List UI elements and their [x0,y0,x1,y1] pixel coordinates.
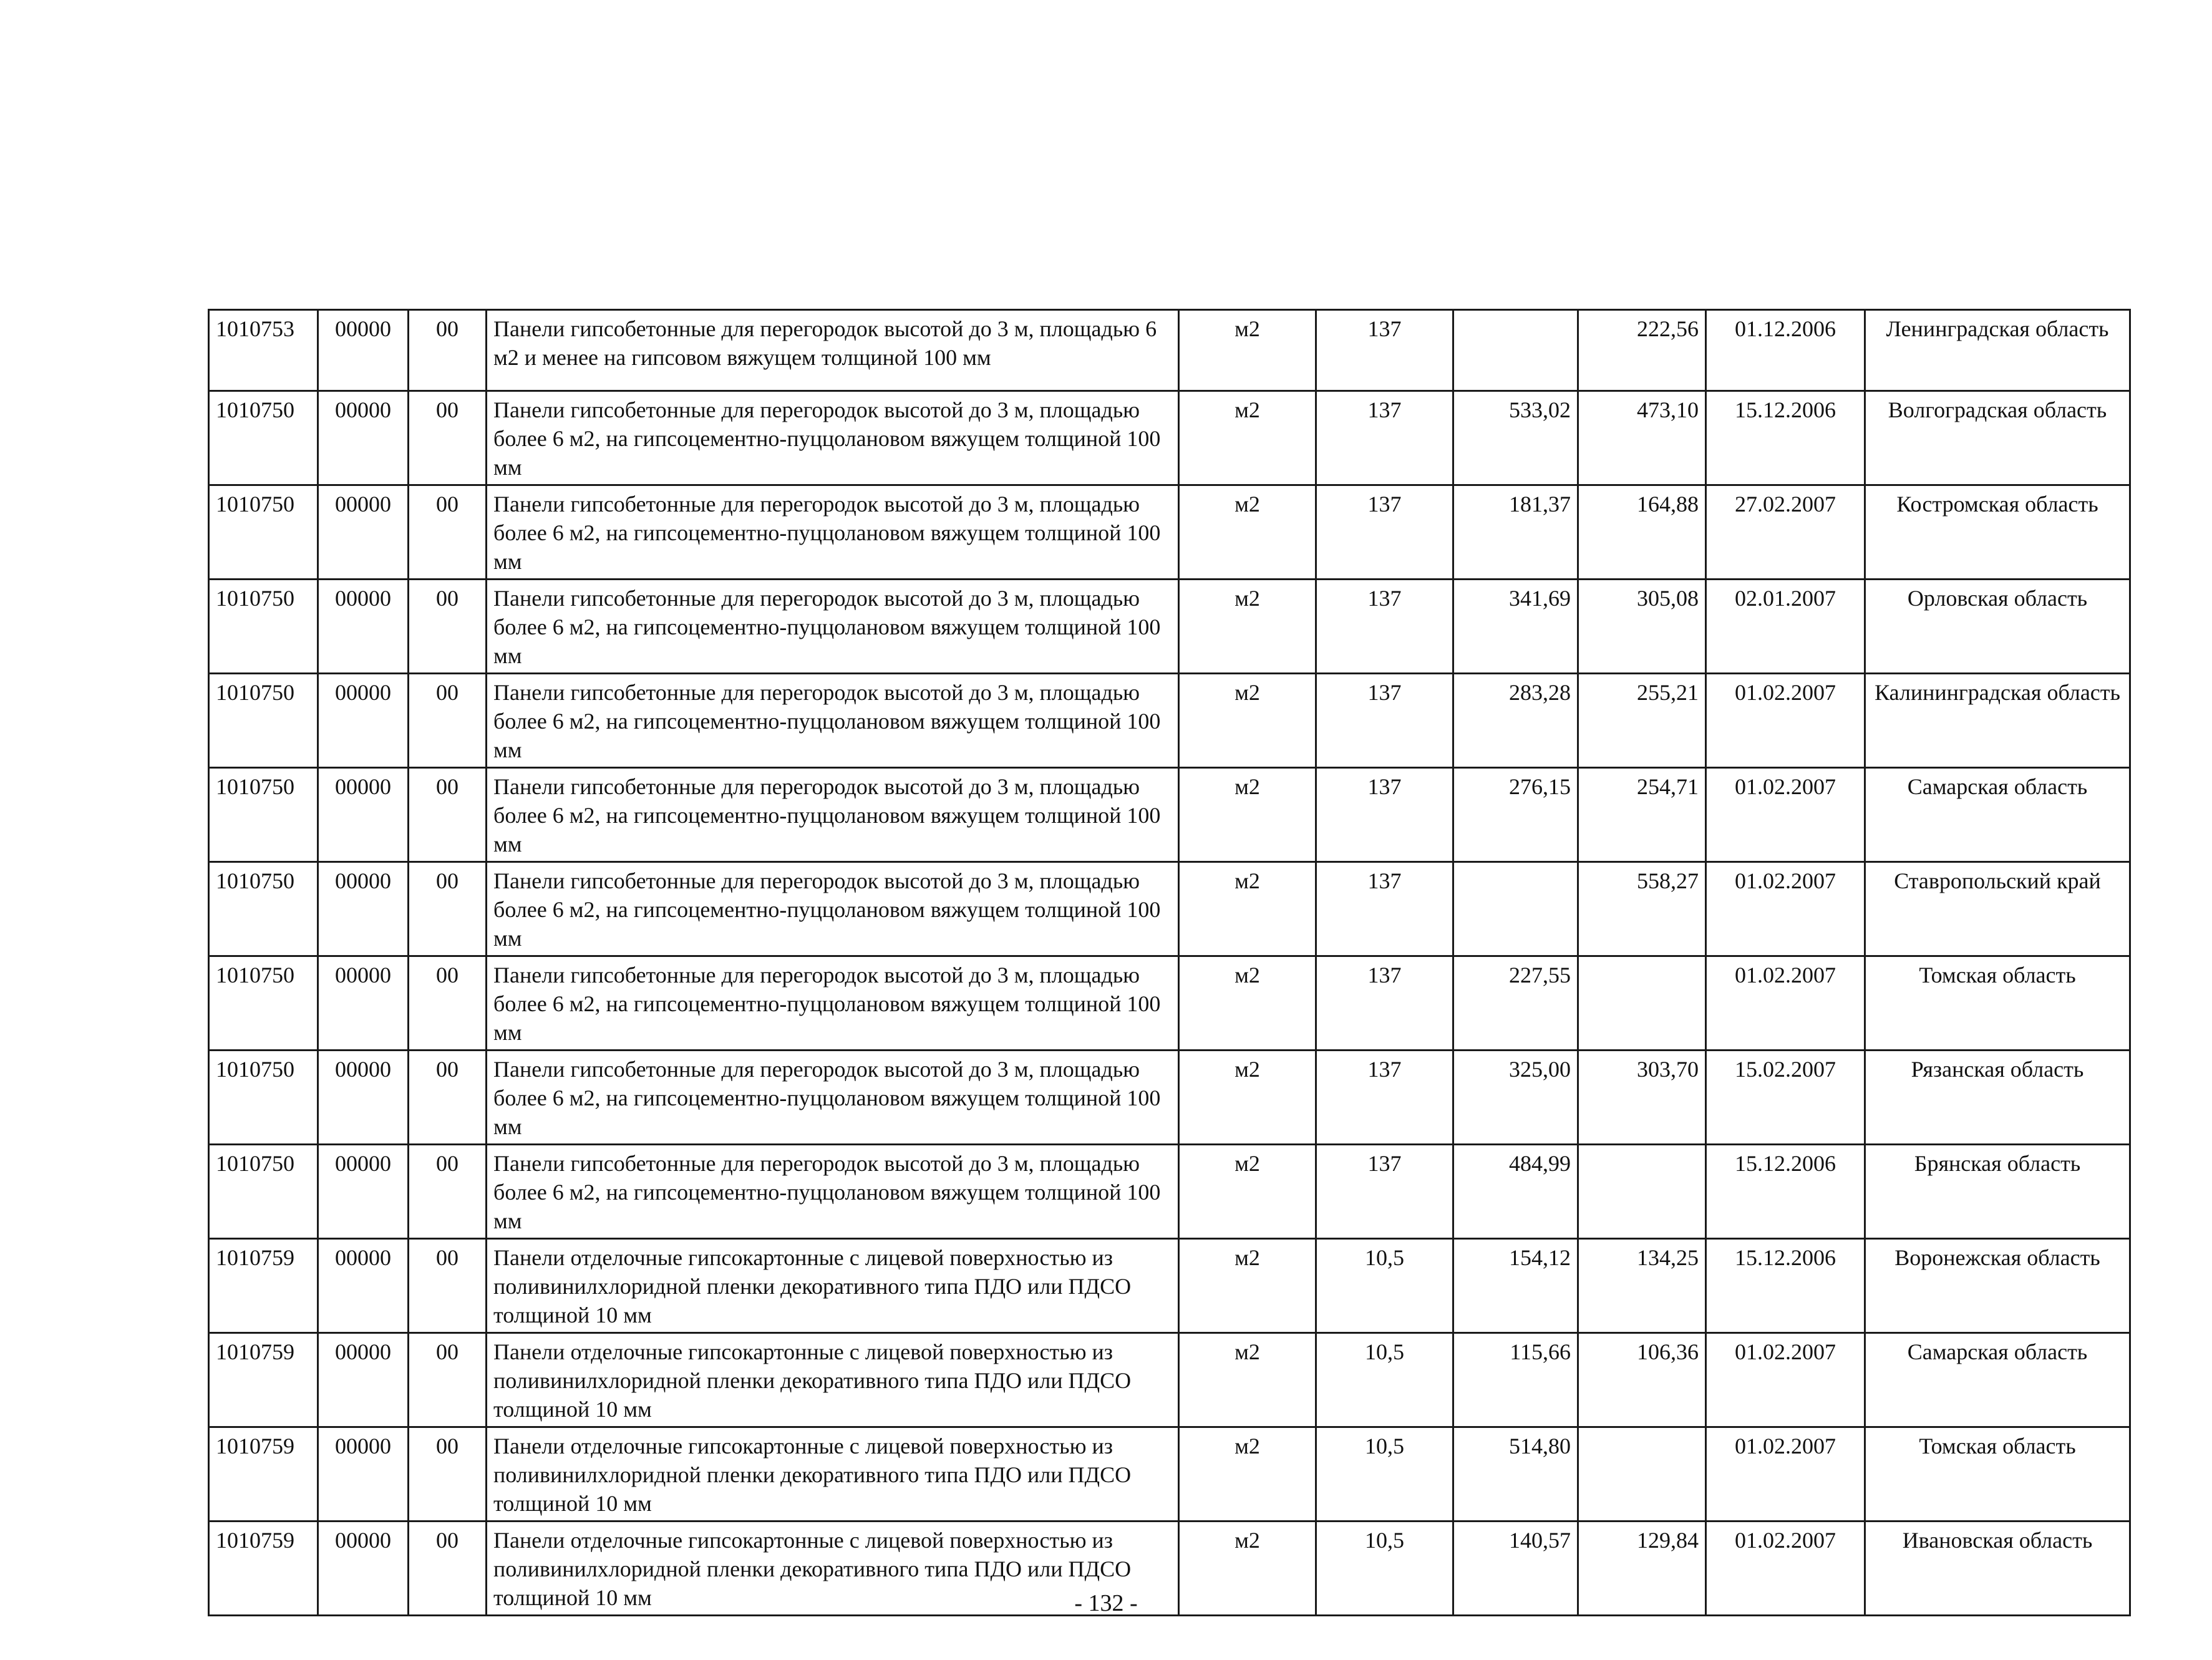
price-1-cell: 227,55 [1453,956,1578,1051]
date-cell: 01.02.2007 [1706,674,1865,768]
material-name-cell: Панели гипсобетонные для перегородок высотой до 3 м, площадью более 6 м2, на гипсоцементно-пуццолановом вяжущем толщиной 100 мм [487,674,1179,768]
price-2-cell: 134,25 [1578,1239,1706,1333]
material-name-cell: Панели отделочные гипсокартонные с лицевой поверхностью из поливинилхлоридной пленки декоративного типа ПДО или ПДСО толщиной 10 мм [487,1239,1179,1333]
material-name-cell: Панели гипсобетонные для перегородок высотой до 3 м, площадью более 6 м2, на гипсоцементно-пуццолановом вяжущем толщиной 100 мм [487,1051,1179,1145]
price-1-cell: 115,66 [1453,1333,1578,1427]
norm-cell: 137 [1316,310,1453,391]
price-2-cell [1578,1145,1706,1239]
material-code-cell: 1010759 [209,1427,318,1522]
price-1-cell: 283,28 [1453,674,1578,768]
modifier-code-cell: 00 [409,768,487,862]
modifier-code-cell: 00 [409,1051,487,1145]
subcode-cell: 00000 [318,1239,409,1333]
norm-cell: 137 [1316,580,1453,674]
table-row [209,310,2130,391]
table-body [209,310,2130,1616]
unit-cell: м2 [1179,674,1316,768]
date-cell: 01.02.2007 [1706,768,1865,862]
table-row [209,768,2130,862]
material-code-cell: 1010750 [209,1051,318,1145]
modifier-code-cell: 00 [409,391,487,485]
price-2-cell: 303,70 [1578,1051,1706,1145]
material-code-cell: 1010750 [209,674,318,768]
unit-cell: м2 [1179,768,1316,862]
date-cell: 15.02.2007 [1706,1051,1865,1145]
price-1-cell: 341,69 [1453,580,1578,674]
date-cell: 01.02.2007 [1706,1522,1865,1616]
subcode-cell: 00000 [318,1427,409,1522]
unit-cell: м2 [1179,1427,1316,1522]
date-cell: 01.02.2007 [1706,1333,1865,1427]
norm-cell: 137 [1316,956,1453,1051]
modifier-code-cell: 00 [409,1522,487,1616]
table-row [209,674,2130,768]
table-row [209,1051,2130,1145]
norm-cell: 137 [1316,674,1453,768]
norm-cell: 137 [1316,1051,1453,1145]
unit-cell: м2 [1179,1333,1316,1427]
modifier-code-cell: 00 [409,1427,487,1522]
modifier-code-cell: 00 [409,1145,487,1239]
subcode-cell: 00000 [318,391,409,485]
table-row [209,1145,2130,1239]
date-cell: 01.02.2007 [1706,862,1865,956]
modifier-code-cell: 00 [409,1239,487,1333]
region-cell: Ставропольский край [1865,862,2130,956]
date-cell: 15.12.2006 [1706,391,1865,485]
table-row [209,580,2130,674]
material-name-cell: Панели гипсобетонные для перегородок высотой до 3 м, площадью более 6 м2, на гипсоцементно-пуццолановом вяжущем толщиной 100 мм [487,956,1179,1051]
price-1-cell: 484,99 [1453,1145,1578,1239]
material-name-cell: Панели гипсобетонные для перегородок высотой до 3 м, площадью более 6 м2, на гипсоцементно-пуццолановом вяжущем толщиной 100 мм [487,862,1179,956]
price-2-cell: 222,56 [1578,310,1706,391]
price-1-cell: 154,12 [1453,1239,1578,1333]
material-code-cell: 1010750 [209,391,318,485]
subcode-cell: 00000 [318,1522,409,1616]
material-name-cell: Панели гипсобетонные для перегородок высотой до 3 м, площадью более 6 м2, на гипсоцементно-пуццолановом вяжущем толщиной 100 мм [487,485,1179,580]
table-row [209,1333,2130,1427]
unit-cell: м2 [1179,1522,1316,1616]
unit-cell: м2 [1179,1051,1316,1145]
material-code-cell: 1010753 [209,310,318,391]
price-2-cell: 164,88 [1578,485,1706,580]
region-cell: Рязанская область [1865,1051,2130,1145]
price-2-cell [1578,956,1706,1051]
unit-cell: м2 [1179,862,1316,956]
date-cell: 01.12.2006 [1706,310,1865,391]
modifier-code-cell: 00 [409,674,487,768]
norm-cell: 10,5 [1316,1239,1453,1333]
date-cell: 27.02.2007 [1706,485,1865,580]
region-cell: Костромская область [1865,485,2130,580]
region-cell: Самарская область [1865,768,2130,862]
price-1-cell: 533,02 [1453,391,1578,485]
material-name-cell: Панели гипсобетонные для перегородок высотой до 3 м, площадью более 6 м2, на гипсоцементно-пуццолановом вяжущем толщиной 100 мм [487,768,1179,862]
material-code-cell: 1010750 [209,580,318,674]
page-number: - 132 - [1074,1590,1138,1616]
region-cell: Ивановская область [1865,1522,2130,1616]
price-2-cell: 558,27 [1578,862,1706,956]
modifier-code-cell: 00 [409,580,487,674]
material-name-cell: Панели отделочные гипсокартонные с лицевой поверхностью из поливинилхлоридной пленки декоративного типа ПДО или ПДСО толщиной 10 мм [487,1427,1179,1522]
material-code-cell: 1010750 [209,862,318,956]
material-name-cell: Панели гипсобетонные для перегородок высотой до 3 м, площадью более 6 м2, на гипсоцементно-пуццолановом вяжущем толщиной 100 мм [487,580,1179,674]
region-cell: Орловская область [1865,580,2130,674]
material-name-cell: Панели гипсобетонные для перегородок высотой до 3 м, площадью 6 м2 и менее на гипсовом вяжущем толщиной 100 мм [487,310,1179,391]
norm-cell: 10,5 [1316,1427,1453,1522]
unit-cell: м2 [1179,391,1316,485]
table-row [209,1427,2130,1522]
subcode-cell: 00000 [318,1051,409,1145]
material-name-cell: Панели отделочные гипсокартонные с лицевой поверхностью из поливинилхлоридной пленки декоративного типа ПДО или ПДСО толщиной 10 мм [487,1333,1179,1427]
price-1-cell: 514,80 [1453,1427,1578,1522]
price-table [208,309,2131,1616]
price-2-cell: 129,84 [1578,1522,1706,1616]
material-code-cell: 1010750 [209,956,318,1051]
price-1-cell [1453,862,1578,956]
material-name-cell: Панели отделочные гипсокартонные с лицевой поверхностью из поливинилхлоридной пленки декоративного типа ПДО или ПДСО толщиной 10 мм [487,1522,1179,1616]
unit-cell: м2 [1179,485,1316,580]
unit-cell: м2 [1179,956,1316,1051]
norm-cell: 137 [1316,485,1453,580]
modifier-code-cell: 00 [409,862,487,956]
material-code-cell: 1010759 [209,1333,318,1427]
region-cell: Томская область [1865,956,2130,1051]
unit-cell: м2 [1179,310,1316,391]
price-1-cell: 181,37 [1453,485,1578,580]
subcode-cell: 00000 [318,956,409,1051]
price-1-cell: 325,00 [1453,1051,1578,1145]
norm-cell: 10,5 [1316,1333,1453,1427]
subcode-cell: 00000 [318,580,409,674]
material-code-cell: 1010750 [209,1145,318,1239]
region-cell: Самарская область [1865,1333,2130,1427]
subcode-cell: 00000 [318,310,409,391]
material-code-cell: 1010750 [209,768,318,862]
price-2-cell: 255,21 [1578,674,1706,768]
material-code-cell: 1010759 [209,1522,318,1616]
material-code-cell: 1010759 [209,1239,318,1333]
modifier-code-cell: 00 [409,956,487,1051]
date-cell: 01.02.2007 [1706,1427,1865,1522]
modifier-code-cell: 00 [409,485,487,580]
subcode-cell: 00000 [318,485,409,580]
norm-cell: 137 [1316,862,1453,956]
subcode-cell: 00000 [318,862,409,956]
price-2-cell: 254,71 [1578,768,1706,862]
table-row [209,1239,2130,1333]
subcode-cell: 00000 [318,1333,409,1427]
region-cell: Томская область [1865,1427,2130,1522]
date-cell: 02.01.2007 [1706,580,1865,674]
price-1-cell: 276,15 [1453,768,1578,862]
region-cell: Брянская область [1865,1145,2130,1239]
norm-cell: 137 [1316,391,1453,485]
price-2-cell [1578,1427,1706,1522]
region-cell: Волгоградская область [1865,391,2130,485]
region-cell: Ленинградская область [1865,310,2130,391]
material-name-cell: Панели гипсобетонные для перегородок высотой до 3 м, площадью более 6 м2, на гипсоцементно-пуццолановом вяжущем толщиной 100 мм [487,1145,1179,1239]
norm-cell: 137 [1316,768,1453,862]
price-2-cell: 305,08 [1578,580,1706,674]
date-cell: 15.12.2006 [1706,1145,1865,1239]
price-1-cell [1453,310,1578,391]
table-row [209,862,2130,956]
material-name-cell: Панели гипсобетонные для перегородок высотой до 3 м, площадью более 6 м2, на гипсоцементно-пуццолановом вяжущем толщиной 100 мм [487,391,1179,485]
modifier-code-cell: 00 [409,310,487,391]
date-cell: 15.12.2006 [1706,1239,1865,1333]
norm-cell: 137 [1316,1145,1453,1239]
subcode-cell: 00000 [318,674,409,768]
norm-cell: 10,5 [1316,1522,1453,1616]
unit-cell: м2 [1179,1145,1316,1239]
subcode-cell: 00000 [318,768,409,862]
table-row [209,391,2130,485]
region-cell: Воронежская область [1865,1239,2130,1333]
region-cell: Калининградская область [1865,674,2130,768]
table-row [209,956,2130,1051]
price-2-cell: 473,10 [1578,391,1706,485]
date-cell: 01.02.2007 [1706,956,1865,1051]
modifier-code-cell: 00 [409,1333,487,1427]
unit-cell: м2 [1179,1239,1316,1333]
price-2-cell: 106,36 [1578,1333,1706,1427]
table-row [209,485,2130,580]
price-1-cell: 140,57 [1453,1522,1578,1616]
subcode-cell: 00000 [318,1145,409,1239]
unit-cell: м2 [1179,580,1316,674]
material-code-cell: 1010750 [209,485,318,580]
